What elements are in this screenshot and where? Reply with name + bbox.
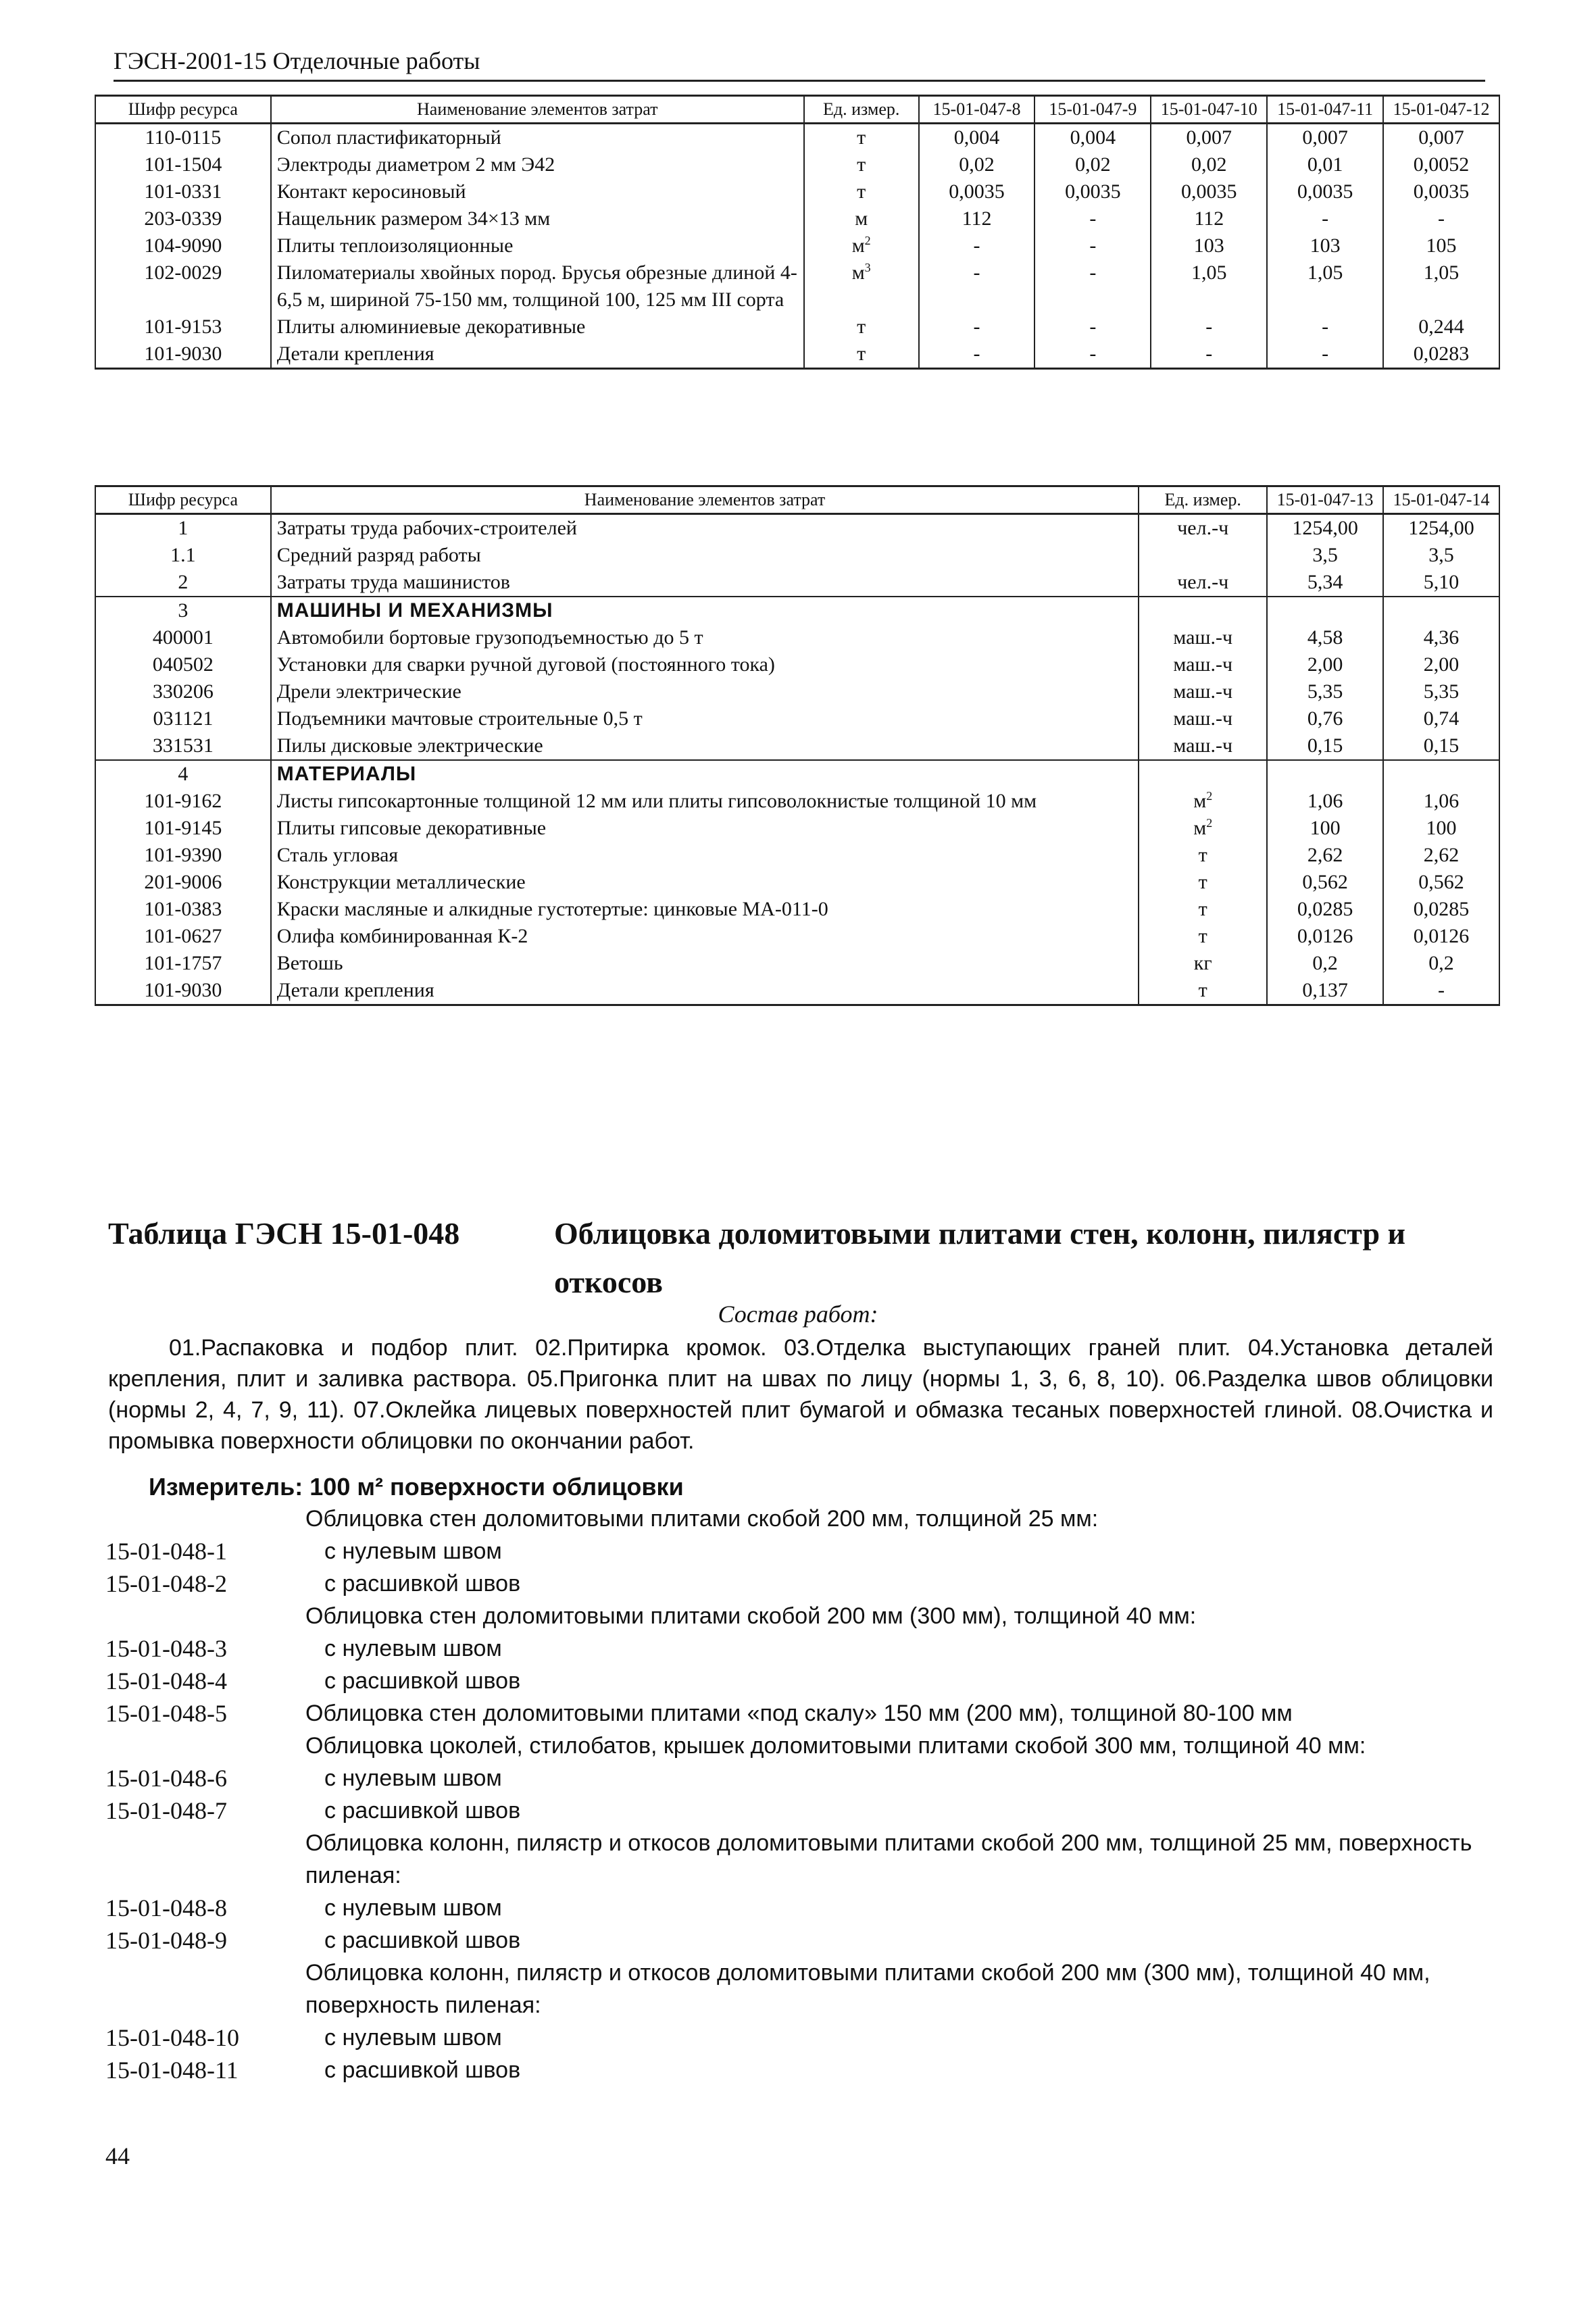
table1-cell: 112 xyxy=(919,205,1035,232)
table2-cell: Пилы дисковые электрические xyxy=(271,732,1139,760)
table2-header-cell: 15-01-047-14 xyxy=(1383,486,1499,514)
table1-row xyxy=(95,205,1499,232)
table2-cell: 1254,00 xyxy=(1383,514,1499,543)
norm-code: 15-01-048-6 xyxy=(105,1765,227,1792)
norm-code: 15-01-048-8 xyxy=(105,1894,227,1921)
norm-code: 15-01-048-11 xyxy=(105,2057,239,2084)
table1-cell: $м^2$ xyxy=(804,232,919,259)
norm-label: Облицовка колонн, пилястр и откосов доломитовыми плитами скобой 200 мм (300 мм), толщиной 40 мм, поверхность пиленая: xyxy=(305,1960,1430,2018)
table2-cell: 3 xyxy=(95,597,271,624)
table2-cell: 0,0126 xyxy=(1383,923,1499,950)
table2-cell: 031121 xyxy=(95,705,271,732)
table2-cell: Установки для сварки ручной дуговой (постоянного тока) xyxy=(271,651,1139,678)
table1-cell: 101-1504 xyxy=(95,151,271,178)
table1-cell: 102-0029 xyxy=(95,259,271,313)
table1-cell: 110-0115 xyxy=(95,124,271,152)
norm-item xyxy=(105,1665,1497,1697)
norm-code: 15-01-048-1 xyxy=(105,1538,227,1565)
table2-cell: 101-9162 xyxy=(95,788,271,815)
norm-label: с расшивкой швов xyxy=(324,1798,521,1823)
table1-cell: 101-9030 xyxy=(95,341,271,369)
table1-header-cell: Шифр ресурса xyxy=(95,96,271,124)
table1-cell: 103 xyxy=(1267,232,1383,259)
table2-cell: 0,2 xyxy=(1267,950,1383,977)
table2-row xyxy=(95,705,1499,732)
table2-cell: 0,2 xyxy=(1383,950,1499,977)
table2-cell: 100 xyxy=(1267,815,1383,842)
table2-cell: маш.-ч xyxy=(1139,678,1267,705)
table2-cell: 2 xyxy=(95,569,271,597)
table2-cell: 5,35 xyxy=(1383,678,1499,705)
table2-cell: 3,5 xyxy=(1383,542,1499,569)
table2-cell: 1.1 xyxy=(95,542,271,569)
table2-row xyxy=(95,542,1499,569)
table1-cell: - xyxy=(919,232,1035,259)
table2-cell: МАШИНЫ И МЕХАНИЗМЫ xyxy=(271,597,1139,624)
table1-cell: Плиты теплоизоляционные xyxy=(271,232,804,259)
table1-cell: т xyxy=(804,313,919,341)
table1-cell: - xyxy=(1034,259,1151,313)
norm-label: с расшивкой швов xyxy=(324,1928,521,1953)
table1-row xyxy=(95,313,1499,341)
table1-cell: - xyxy=(1034,205,1151,232)
work-composition: 01.Распаковка и подбор плит. 02.Притирка кромок. 03.Отделка выступающих граней плит. 04.Установка деталей крепления, плит и заливка раствора. 05.Пригонка плит на швах по лицу (нормы 1, 3, 6, 8, 10). 06.Разделка швов облицовки (нормы 2, 4, 7, 9, 11). 07.Оклейка лицевых поверхностей плит бумагой и обмазка тесаных поверхностей глиной. 08.Очистка и промывка поверхности облицовки по окончании работ. xyxy=(108,1335,1493,1454)
table1-cell: - xyxy=(919,259,1035,313)
table2-row xyxy=(95,788,1499,815)
table1-cell: 0,0052 xyxy=(1383,151,1499,178)
table2-cell: $м^2$ xyxy=(1139,788,1267,815)
table2-cell: 0,137 xyxy=(1267,977,1383,1005)
table2-cell: 101-0627 xyxy=(95,923,271,950)
table2-cell: 101-9145 xyxy=(95,815,271,842)
table2-cell: 2,00 xyxy=(1383,651,1499,678)
table2-cell: $м^2$ xyxy=(1139,815,1267,842)
page-header: ГЭСН-2001-15 Отделочные работы xyxy=(114,45,1485,82)
norm-label: Облицовка стен доломитовыми плитами скобой 200 мм, толщиной 25 мм: xyxy=(305,1506,1099,1532)
table2-row xyxy=(95,842,1499,869)
table1-cell: т xyxy=(804,151,919,178)
table2-row xyxy=(95,624,1499,651)
table2-cell xyxy=(1383,760,1499,788)
table1-row xyxy=(95,124,1499,152)
table2-cell: 4,36 xyxy=(1383,624,1499,651)
table1-cell: Нащельник размером 34×13 мм xyxy=(271,205,804,232)
table1-row xyxy=(95,232,1499,259)
table2-cell: Дрели электрические xyxy=(271,678,1139,705)
norm-item xyxy=(105,1567,1497,1600)
table1-cell: Сопол пластификаторный xyxy=(271,124,804,152)
table1-cell: - xyxy=(1034,232,1151,259)
norm-label: с нулевым швом xyxy=(324,1765,502,1791)
norm-code: 15-01-048-9 xyxy=(105,1927,227,1954)
table2-cell: т xyxy=(1139,869,1267,896)
table1-cell: 105 xyxy=(1383,232,1499,259)
resource-table-1 xyxy=(95,95,1500,370)
table2-cell: 1254,00 xyxy=(1267,514,1383,543)
table1-cell: м xyxy=(804,205,919,232)
table2-cell: Олифа комбинированная К-2 xyxy=(271,923,1139,950)
table1-cell: 1,05 xyxy=(1267,259,1383,313)
table1-cell: - xyxy=(1267,205,1383,232)
table2-header-cell: Ед. измер. xyxy=(1139,486,1267,514)
table2-cell: 201-9006 xyxy=(95,869,271,896)
table2-cell: Средний разряд работы xyxy=(271,542,1139,569)
table2-cell: 2,00 xyxy=(1267,651,1383,678)
norm-label: с нулевым швом xyxy=(324,1895,502,1921)
table2-cell xyxy=(1267,760,1383,788)
table2-cell: 3,5 xyxy=(1267,542,1383,569)
table1-cell: 0,007 xyxy=(1383,124,1499,152)
table1-cell: 0,02 xyxy=(919,151,1035,178)
norm-label: Облицовка стен доломитовыми плитами «под скалу» 150 мм (200 мм), толщиной 80-100 мм xyxy=(305,1701,1293,1726)
table2-header-cell: Наименование элементов затрат xyxy=(271,486,1139,514)
table2-cell: 101-9030 xyxy=(95,977,271,1005)
norm-item xyxy=(105,1892,1497,1924)
table2-row xyxy=(95,869,1499,896)
page-number: 44 xyxy=(105,2142,130,2169)
table1-header-cell: 15-01-047-8 xyxy=(919,96,1035,124)
table2-cell: 0,76 xyxy=(1267,705,1383,732)
table2-cell: 0,0285 xyxy=(1383,896,1499,923)
table2-cell: 1 xyxy=(95,514,271,543)
table2-cell: маш.-ч xyxy=(1139,651,1267,678)
table2-cell xyxy=(1139,542,1267,569)
table1-cell: 101-0331 xyxy=(95,178,271,205)
table1-cell: $м^3$ xyxy=(804,259,919,313)
norm-item xyxy=(105,1762,1497,1794)
table2-cell: 2,62 xyxy=(1267,842,1383,869)
table1-cell: Плиты алюминиевые декоративные xyxy=(271,313,804,341)
table1-cell: - xyxy=(919,341,1035,369)
table2-cell: кг xyxy=(1139,950,1267,977)
table2-cell: - xyxy=(1383,977,1499,1005)
table2-cell: 0,15 xyxy=(1383,732,1499,760)
table2-row xyxy=(95,569,1499,597)
table1-cell: - xyxy=(1151,341,1267,369)
table1-cell: - xyxy=(919,313,1035,341)
table1-cell: 0,0035 xyxy=(1151,178,1267,205)
table2-header-cell: Шифр ресурса xyxy=(95,486,271,514)
norm-label: с расшивкой швов xyxy=(324,1668,521,1694)
table2-header-cell: 15-01-047-13 xyxy=(1267,486,1383,514)
table1-cell: 103 xyxy=(1151,232,1267,259)
resource-table-2 xyxy=(95,485,1500,1006)
table2-cell: Сталь угловая xyxy=(271,842,1139,869)
table1-row xyxy=(95,151,1499,178)
norm-code: 15-01-048-2 xyxy=(105,1570,227,1597)
table1-row xyxy=(95,178,1499,205)
table1-cell: - xyxy=(1034,313,1151,341)
table1-header-cell: Наименование элементов затрат xyxy=(271,96,804,124)
table2-cell: 101-1757 xyxy=(95,950,271,977)
table2-cell: Автомобили бортовые грузоподъемностью до 5 т xyxy=(271,624,1139,651)
table2-cell: 1,06 xyxy=(1383,788,1499,815)
table2-cell: 100 xyxy=(1383,815,1499,842)
table1-cell: Детали крепления xyxy=(271,341,804,369)
table2-cell: 4 xyxy=(95,760,271,788)
section-code: Таблица ГЭСН 15-01-048 xyxy=(108,1216,460,1251)
table1-cell: 0,0283 xyxy=(1383,341,1499,369)
norm-label: с нулевым швом xyxy=(324,1636,502,1661)
table2-row xyxy=(95,597,1499,624)
table2-row xyxy=(95,896,1499,923)
table2-cell: 0,74 xyxy=(1383,705,1499,732)
table2-cell: Краски масляные и алкидные густотертые: цинковые МА-011-0 xyxy=(271,896,1139,923)
table2-cell: 5,34 xyxy=(1267,569,1383,597)
norm-item xyxy=(105,1794,1497,1827)
table2-cell xyxy=(1383,597,1499,624)
table1-cell: т xyxy=(804,341,919,369)
table2-row xyxy=(95,977,1499,1005)
table1-cell: Пиломатериалы хвойных пород. Брусья обрезные длиной 4-6,5 м, шириной 75-150 мм, толщиной 100, 125 мм III сорта xyxy=(271,259,804,313)
table2-row xyxy=(95,514,1499,543)
table1-cell: 0,0035 xyxy=(1034,178,1151,205)
table1-header-cell: Ед. измер. xyxy=(804,96,919,124)
table1-cell: Электроды диаметром 2 мм Э42 xyxy=(271,151,804,178)
table2-cell: 5,35 xyxy=(1267,678,1383,705)
table2-cell: чел.-ч xyxy=(1139,514,1267,543)
table2-row xyxy=(95,950,1499,977)
table1-cell: - xyxy=(1383,205,1499,232)
norm-item xyxy=(105,1697,1497,1730)
norm-item xyxy=(105,1535,1497,1567)
table2-cell: чел.-ч xyxy=(1139,569,1267,597)
table1-cell: 0,244 xyxy=(1383,313,1499,341)
table1-cell: - xyxy=(1151,313,1267,341)
table2-cell: Затраты труда рабочих-строителей xyxy=(271,514,1139,543)
table2-cell: 2,62 xyxy=(1383,842,1499,869)
table1-cell: - xyxy=(1267,341,1383,369)
table2-row xyxy=(95,678,1499,705)
table1-cell: 101-9153 xyxy=(95,313,271,341)
table2-row xyxy=(95,815,1499,842)
table1-cell: 1,05 xyxy=(1383,259,1499,313)
table2-cell xyxy=(1139,760,1267,788)
table1-row xyxy=(95,259,1499,313)
norm-code: 15-01-048-7 xyxy=(105,1797,227,1824)
table2-cell: 5,10 xyxy=(1383,569,1499,597)
table2-cell: Конструкции металлические xyxy=(271,869,1139,896)
table2-cell: 0,562 xyxy=(1267,869,1383,896)
norm-item xyxy=(105,2054,1497,2086)
table2-cell: Затраты труда машинистов xyxy=(271,569,1139,597)
section-name: Облицовка доломитовыми плитами стен, колонн, пилястр и откосов xyxy=(554,1216,1406,1299)
table2-row xyxy=(95,923,1499,950)
table1-cell: - xyxy=(1267,313,1383,341)
table1-cell: 0,004 xyxy=(1034,124,1151,152)
table2-cell: 101-9390 xyxy=(95,842,271,869)
table2-cell: 331531 xyxy=(95,732,271,760)
norm-item xyxy=(105,1730,1497,1762)
table1-cell: 0,004 xyxy=(919,124,1035,152)
table2-cell: Плиты гипсовые декоративные xyxy=(271,815,1139,842)
norm-label: Облицовка цоколей, стилобатов, крышек доломитовыми плитами скобой 300 мм, толщиной 40 мм: xyxy=(305,1733,1366,1759)
table1-header-cell: 15-01-047-12 xyxy=(1383,96,1499,124)
table2-cell: 0,0126 xyxy=(1267,923,1383,950)
norm-item xyxy=(105,1957,1497,2021)
table2-cell: 400001 xyxy=(95,624,271,651)
table1-cell: 104-9090 xyxy=(95,232,271,259)
work-caption: Состав работ: xyxy=(718,1301,878,1328)
table2-cell xyxy=(1139,597,1267,624)
norm-item xyxy=(105,1600,1497,1632)
norm-item xyxy=(105,1632,1497,1665)
table2-cell: маш.-ч xyxy=(1139,624,1267,651)
table1-cell: 0,02 xyxy=(1151,151,1267,178)
norm-label: с нулевым швом xyxy=(324,1538,502,1564)
table1-header-row xyxy=(95,96,1499,124)
table2-row xyxy=(95,651,1499,678)
norm-label: с нулевым швом xyxy=(324,2025,502,2051)
norm-code: 15-01-048-10 xyxy=(105,2024,239,2051)
norm-code: 15-01-048-4 xyxy=(105,1667,227,1694)
table2-cell: 4,58 xyxy=(1267,624,1383,651)
table1-cell: 0,007 xyxy=(1151,124,1267,152)
table1-cell: т xyxy=(804,178,919,205)
table2-cell: 1,06 xyxy=(1267,788,1383,815)
table1-cell: 203-0339 xyxy=(95,205,271,232)
table2-cell: Подъемники мачтовые строительные 0,5 т xyxy=(271,705,1139,732)
table1-cell: 0,007 xyxy=(1267,124,1383,152)
norm-label: Облицовка стен доломитовыми плитами скобой 200 мм (300 мм), толщиной 40 мм: xyxy=(305,1603,1197,1629)
norm-label: Облицовка колонн, пилястр и откосов доломитовыми плитами скобой 200 мм, толщиной 25 мм, поверхность пиленая: xyxy=(305,1830,1472,1888)
table1-cell: Контакт керосиновый xyxy=(271,178,804,205)
norm-label: с расшивкой швов xyxy=(324,1571,521,1596)
table1-header-cell: 15-01-047-11 xyxy=(1267,96,1383,124)
table1-cell: 0,01 xyxy=(1267,151,1383,178)
table2-cell: 040502 xyxy=(95,651,271,678)
norm-item xyxy=(105,1924,1497,1957)
norm-item xyxy=(105,2021,1497,2054)
table2-row xyxy=(95,760,1499,788)
table1-cell: 1,05 xyxy=(1151,259,1267,313)
table1-row xyxy=(95,341,1499,369)
meter-line xyxy=(149,1472,684,1503)
table1-header-cell: 15-01-047-9 xyxy=(1034,96,1151,124)
table1-cell: - xyxy=(1034,341,1151,369)
norm-item xyxy=(105,1827,1497,1892)
norm-label: с расшивкой швов xyxy=(324,2057,521,2083)
norm-item xyxy=(105,1503,1497,1535)
table2-cell: маш.-ч xyxy=(1139,705,1267,732)
table1-cell: 0,0035 xyxy=(919,178,1035,205)
table2-cell: Листы гипсокартонные толщиной 12 мм или плиты гипсоволокнистые толщиной 10 мм xyxy=(271,788,1139,815)
table1-cell: 0,02 xyxy=(1034,151,1151,178)
table2-cell: т xyxy=(1139,896,1267,923)
meter-text: Измеритель: 100 м² поверхности облицовки xyxy=(149,1473,684,1501)
table1-header-cell: 15-01-047-10 xyxy=(1151,96,1267,124)
table2-cell: Ветошь xyxy=(271,950,1139,977)
table2-cell: 0,0285 xyxy=(1267,896,1383,923)
table1-cell: 0,0035 xyxy=(1383,178,1499,205)
table2-header-row xyxy=(95,486,1499,514)
norms-list xyxy=(105,1503,1497,2086)
table2-cell: МАТЕРИАЛЫ xyxy=(271,760,1139,788)
table2-cell: 101-0383 xyxy=(95,896,271,923)
table2-cell: 0,562 xyxy=(1383,869,1499,896)
table2-cell: маш.-ч xyxy=(1139,732,1267,760)
table2-cell: 330206 xyxy=(95,678,271,705)
table1-cell: т xyxy=(804,124,919,152)
table2-row xyxy=(95,732,1499,760)
table2-cell: т xyxy=(1139,842,1267,869)
table2-cell: т xyxy=(1139,977,1267,1005)
table2-cell: Детали крепления xyxy=(271,977,1139,1005)
table1-cell: 112 xyxy=(1151,205,1267,232)
table1-cell: 0,0035 xyxy=(1267,178,1383,205)
table2-cell: т xyxy=(1139,923,1267,950)
table2-cell: 0,15 xyxy=(1267,732,1383,760)
table2-cell xyxy=(1267,597,1383,624)
norm-code: 15-01-048-5 xyxy=(105,1700,227,1727)
norm-code: 15-01-048-3 xyxy=(105,1635,227,1662)
